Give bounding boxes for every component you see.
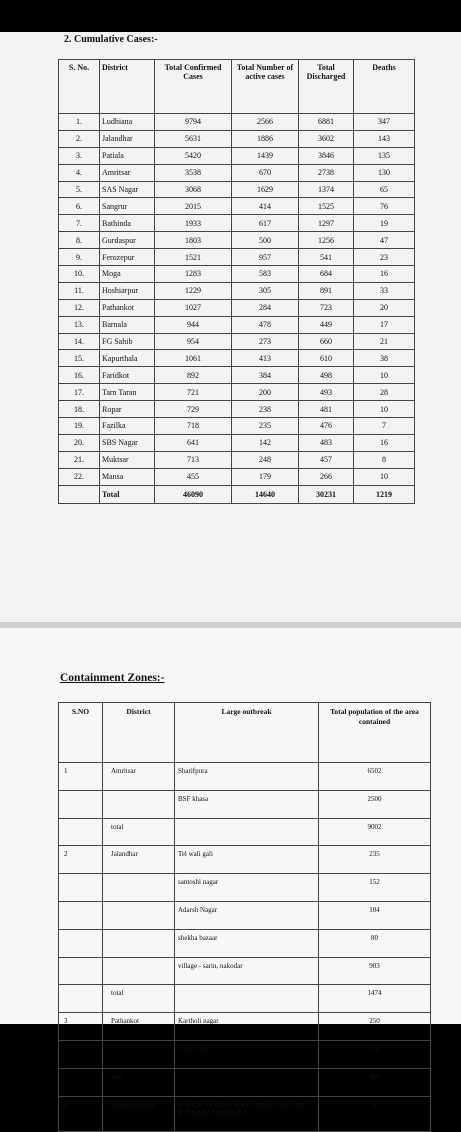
table-row — [59, 763, 431, 791]
row-district: Mansa — [100, 468, 155, 485]
row-district: Hoshiarpur — [100, 282, 155, 299]
row-active: 500 — [232, 232, 299, 249]
table-row — [59, 164, 415, 181]
row-discharged: 610 — [299, 350, 354, 367]
row-discharged: 449 — [299, 316, 354, 333]
row-outbreak — [175, 818, 319, 846]
total-deaths: 1219 — [354, 485, 415, 503]
row-sno: 7. — [59, 215, 100, 232]
row-outbreak: Sharifpura — [175, 763, 319, 791]
row-sno: 1 — [59, 763, 103, 791]
row-deaths: 130 — [354, 164, 415, 181]
row-deaths: 76 — [354, 198, 415, 215]
row-confirmed: 5420 — [155, 147, 232, 164]
containment-title: Containment Zones:- — [60, 672, 165, 684]
row-discharged: 1297 — [299, 215, 354, 232]
row-active: 142 — [232, 434, 299, 451]
row-discharged: 1256 — [299, 232, 354, 249]
row-sno — [59, 957, 103, 985]
total-discharged: 30231 — [299, 485, 354, 503]
row-active: 1886 — [232, 130, 299, 147]
row-active: 478 — [232, 316, 299, 333]
row-outbreak — [175, 985, 319, 1013]
total-confirmed: 46090 — [155, 485, 232, 503]
row-confirmed: 2015 — [155, 198, 232, 215]
table-row — [59, 350, 415, 367]
table-row — [59, 418, 415, 435]
row-sno: 4. — [59, 164, 100, 181]
table-row — [59, 818, 431, 846]
row-district: Pathankot — [100, 299, 155, 316]
cumulative-title: 2. Cumulative Cases:- — [64, 34, 158, 45]
table-row — [59, 147, 415, 164]
row-population: 2500 — [319, 790, 431, 818]
row-discharged: 493 — [299, 384, 354, 401]
row-district: total — [103, 985, 175, 1013]
row-population: 104 — [319, 901, 431, 929]
row-sno — [59, 985, 103, 1013]
table-row — [59, 114, 415, 131]
row-discharged: 2738 — [299, 164, 354, 181]
row-sno: 21. — [59, 451, 100, 468]
row-sno: 11. — [59, 282, 100, 299]
row-discharged: 1374 — [299, 181, 354, 198]
row-confirmed: 721 — [155, 384, 232, 401]
table-row — [59, 333, 415, 350]
row-district — [103, 1040, 175, 1068]
row-sno: 5. — [59, 181, 100, 198]
table-row — [59, 316, 415, 333]
row-outbreak: Kartholi nagar — [175, 1013, 319, 1041]
row-outbreak: Adarsh Nagar — [175, 901, 319, 929]
top-bar — [0, 0, 461, 32]
row-district: Pathankot — [103, 1013, 175, 1041]
row-confirmed: 3538 — [155, 164, 232, 181]
row-deaths: 143 — [354, 130, 415, 147]
row-deaths: 23 — [354, 249, 415, 266]
row-confirmed: 641 — [155, 434, 232, 451]
row-district: Fatehgarh sahib — [103, 1096, 175, 1131]
row-district: Amritsar — [100, 164, 155, 181]
row-deaths: 20 — [354, 299, 415, 316]
table-row — [59, 215, 415, 232]
containment-zones-table — [58, 702, 431, 1132]
row-confirmed: 718 — [155, 418, 232, 435]
row-confirmed: 1027 — [155, 299, 232, 316]
row-outbreak: BSF khasa — [175, 790, 319, 818]
row-district: Muktsar — [100, 451, 155, 468]
row-sno: 8. — [59, 232, 100, 249]
row-confirmed: 1061 — [155, 350, 232, 367]
row-outbreak: shekha bazaar — [175, 929, 319, 957]
row-district: Jalandhar — [103, 846, 175, 874]
row-deaths: 10 — [354, 367, 415, 384]
row-deaths: 8 — [354, 451, 415, 468]
row-sno: 1. — [59, 114, 100, 131]
document-page-containment — [0, 628, 461, 1117]
row-discharged: 483 — [299, 434, 354, 451]
row-discharged: 891 — [299, 282, 354, 299]
row-population: 1474 — [319, 985, 431, 1013]
row-sno: 18. — [59, 401, 100, 418]
row-sno: 3. — [59, 147, 100, 164]
header-discharged: Total Discharged — [299, 60, 354, 114]
row-district: Amritsar — [103, 763, 175, 791]
row-confirmed: 1521 — [155, 249, 232, 266]
table-row — [59, 1040, 431, 1068]
row-deaths: 135 — [354, 147, 415, 164]
row-deaths: 33 — [354, 282, 415, 299]
table-row — [59, 1013, 431, 1041]
row-sno: 20. — [59, 434, 100, 451]
row-discharged: 481 — [299, 401, 354, 418]
row-active: 305 — [232, 282, 299, 299]
row-district: Barnala — [100, 316, 155, 333]
row-sno: 12. — [59, 299, 100, 316]
row-active: 248 — [232, 451, 299, 468]
table-header-row — [59, 60, 415, 114]
table-row — [59, 1068, 431, 1096]
row-district: Ferozepur — [100, 249, 155, 266]
row-deaths: 19 — [354, 215, 415, 232]
row-district — [103, 929, 175, 957]
row-discharged: 476 — [299, 418, 354, 435]
header-district: District — [100, 60, 155, 114]
table-row — [59, 451, 415, 468]
row-active: 1439 — [232, 147, 299, 164]
row-confirmed: 954 — [155, 333, 232, 350]
row-district — [103, 790, 175, 818]
row-active: 2566 — [232, 114, 299, 131]
row-sno: 4 — [59, 1096, 103, 1131]
header-population: Total population of the area contained — [319, 703, 431, 763]
row-district — [103, 874, 175, 902]
table-row — [59, 901, 431, 929]
row-deaths: 21 — [354, 333, 415, 350]
row-discharged: 1525 — [299, 198, 354, 215]
row-active: 235 — [232, 418, 299, 435]
row-district: SBS Nagar — [100, 434, 155, 451]
table-row — [59, 249, 415, 266]
row-sno — [59, 929, 103, 957]
row-confirmed: 455 — [155, 468, 232, 485]
row-district: Moga — [100, 266, 155, 283]
row-discharged: 498 — [299, 367, 354, 384]
header-deaths: Deaths — [354, 60, 415, 114]
row-district — [103, 901, 175, 929]
row-district: Ludhiana — [100, 114, 155, 131]
row-deaths: 10 — [354, 401, 415, 418]
row-population: 9002 — [319, 818, 431, 846]
row-discharged: 660 — [299, 333, 354, 350]
table-row — [59, 468, 415, 485]
row-district: Bathinda — [100, 215, 155, 232]
row-discharged: 3602 — [299, 130, 354, 147]
row-discharged: 541 — [299, 249, 354, 266]
row-active: 384 — [232, 367, 299, 384]
row-district: Fazilka — [100, 418, 155, 435]
header-active: Total Number of active cases — [232, 60, 299, 114]
row-population: 210 — [319, 1040, 431, 1068]
row-sno: 9. — [59, 249, 100, 266]
row-confirmed: 1229 — [155, 282, 232, 299]
row-sno: 15. — [59, 350, 100, 367]
row-active: 414 — [232, 198, 299, 215]
total-row — [59, 485, 415, 503]
row-district: Kapurthala — [100, 350, 155, 367]
table-row — [59, 957, 431, 985]
total-active: 14640 — [232, 485, 299, 503]
header-sno: S.NO — [59, 703, 103, 763]
row-sno — [59, 1040, 103, 1068]
row-district: total — [103, 818, 175, 846]
row-active: 273 — [232, 333, 299, 350]
row-outbreak — [175, 1068, 319, 1096]
row-deaths: 16 — [354, 266, 415, 283]
table-row — [59, 846, 431, 874]
row-discharged: 6881 — [299, 114, 354, 131]
table-row — [59, 790, 431, 818]
row-district — [103, 957, 175, 985]
row-district: Sangrur — [100, 198, 155, 215]
row-deaths: 10 — [354, 468, 415, 485]
row-sno: 22. — [59, 468, 100, 485]
row-active: 583 — [232, 266, 299, 283]
table-row — [59, 232, 415, 249]
row-district: SAS Nagar — [100, 181, 155, 198]
row-sno — [59, 1068, 103, 1096]
table-row — [59, 130, 415, 147]
row-sno — [59, 874, 103, 902]
table-row — [59, 198, 415, 215]
row-sno: 2 — [59, 846, 103, 874]
row-deaths: 17 — [354, 316, 415, 333]
table-row — [59, 434, 415, 451]
row-deaths: 38 — [354, 350, 415, 367]
row-sno: 3 — [59, 1013, 103, 1041]
row-district: Gurdaspur — [100, 232, 155, 249]
row-active: 238 — [232, 401, 299, 418]
row-confirmed: 944 — [155, 316, 232, 333]
row-active: 670 — [232, 164, 299, 181]
row-district: Jalandhar — [100, 130, 155, 147]
table-row — [59, 1096, 431, 1131]
row-sno: 13. — [59, 316, 100, 333]
row-sno: 19. — [59, 418, 100, 435]
row-outbreak: santoshi nagar — [175, 874, 319, 902]
row-population: 6502 — [319, 763, 431, 791]
row-sno: 16. — [59, 367, 100, 384]
row-population: 903 — [319, 957, 431, 985]
row-deaths: 65 — [354, 181, 415, 198]
header-sno: S. No. — [59, 60, 100, 114]
table-row — [59, 985, 431, 1013]
row-deaths: 16 — [354, 434, 415, 451]
row-outbreak: village - sarin, nakodar — [175, 957, 319, 985]
row-active: 957 — [232, 249, 299, 266]
cumulative-cases-table — [58, 59, 415, 504]
row-active: 200 — [232, 384, 299, 401]
table-row — [59, 266, 415, 283]
row-population: 152 — [319, 874, 431, 902]
header-outbreak: Large outbreak — [175, 703, 319, 763]
row-sno: 10. — [59, 266, 100, 283]
row-sno: 17. — [59, 384, 100, 401]
row-district: Tarn Taran — [100, 384, 155, 401]
row-active: 179 — [232, 468, 299, 485]
table-row — [59, 181, 415, 198]
row-confirmed: 729 — [155, 401, 232, 418]
row-deaths: 347 — [354, 114, 415, 131]
row-active: 1629 — [232, 181, 299, 198]
row-confirmed: 1803 — [155, 232, 232, 249]
row-outbreak: POLICE STATION BASSI PATHANA AND KATHARA MOHALLA — [175, 1096, 319, 1131]
row-active: 617 — [232, 215, 299, 232]
row-confirmed: 9794 — [155, 114, 232, 131]
row-population: 90 — [319, 1096, 431, 1131]
row-district: Faridkot — [100, 367, 155, 384]
row-confirmed: 3068 — [155, 181, 232, 198]
row-active: 413 — [232, 350, 299, 367]
row-district: Ropar — [100, 401, 155, 418]
row-population: 250 — [319, 1013, 431, 1041]
header-confirmed: Total Confirmed Cases — [155, 60, 232, 114]
table-row — [59, 282, 415, 299]
row-deaths: 47 — [354, 232, 415, 249]
row-discharged: 457 — [299, 451, 354, 468]
row-confirmed: 713 — [155, 451, 232, 468]
row-discharged: 723 — [299, 299, 354, 316]
row-outbreak: Sarif chack — [175, 1040, 319, 1068]
row-population: 460 — [319, 1068, 431, 1096]
header-district: District — [103, 703, 175, 763]
table-row — [59, 401, 415, 418]
table-row — [59, 367, 415, 384]
table-row — [59, 929, 431, 957]
table-row — [59, 384, 415, 401]
row-discharged: 266 — [299, 468, 354, 485]
row-confirmed: 5631 — [155, 130, 232, 147]
total-sno — [59, 485, 100, 503]
total-label: Total — [100, 485, 155, 503]
row-sno — [59, 901, 103, 929]
row-population: 80 — [319, 929, 431, 957]
row-sno — [59, 818, 103, 846]
row-sno: 14. — [59, 333, 100, 350]
row-outbreak: Tel wali gali — [175, 846, 319, 874]
row-deaths: 28 — [354, 384, 415, 401]
row-deaths: 7 — [354, 418, 415, 435]
document-page-cumulative — [0, 32, 461, 622]
table-row — [59, 874, 431, 902]
row-district: Patiala — [100, 147, 155, 164]
row-discharged: 3846 — [299, 147, 354, 164]
row-sno: 2. — [59, 130, 100, 147]
row-sno: 6. — [59, 198, 100, 215]
row-district: total — [103, 1068, 175, 1096]
table-row — [59, 299, 415, 316]
row-confirmed: 1283 — [155, 266, 232, 283]
row-population: 235 — [319, 846, 431, 874]
row-confirmed: 1933 — [155, 215, 232, 232]
row-active: 284 — [232, 299, 299, 316]
row-sno — [59, 790, 103, 818]
table-header-row — [59, 703, 431, 763]
row-district: FG Sahib — [100, 333, 155, 350]
row-confirmed: 892 — [155, 367, 232, 384]
row-discharged: 684 — [299, 266, 354, 283]
